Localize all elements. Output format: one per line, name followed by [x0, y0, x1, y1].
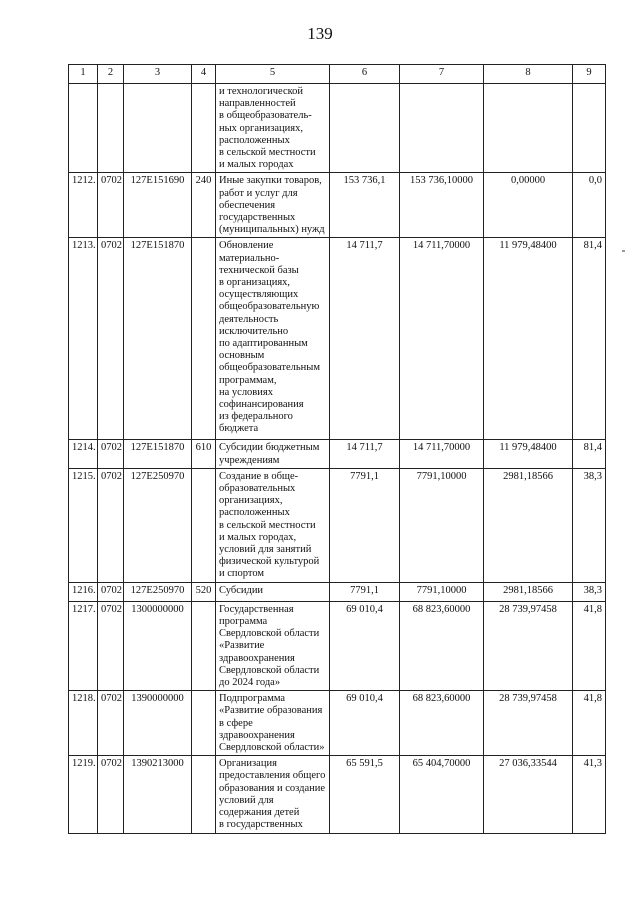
executed-amount-cell	[484, 84, 573, 173]
approved-amount-cell: 69 010,4	[330, 691, 400, 756]
target-article-cell: 127E151690	[124, 173, 192, 238]
section-code-cell: 0702	[98, 173, 124, 238]
header-cell: 1	[69, 65, 98, 84]
row-number-cell	[69, 84, 98, 173]
amended-amount-cell: 7791,10000	[400, 582, 484, 601]
approved-amount-cell: 69 010,4	[330, 601, 400, 690]
execution-percent-cell: 38,3	[573, 468, 606, 582]
approved-amount-cell: 7791,1	[330, 468, 400, 582]
expense-type-cell	[192, 238, 216, 440]
table-row	[69, 238, 606, 440]
page-number: 139	[307, 24, 333, 43]
item-name-cell: Подпрограмма «Развитие образования в сфере здравоохранения Свердловской области»	[216, 691, 330, 756]
scan-speck	[622, 250, 625, 252]
target-article-cell: 1390213000	[124, 756, 192, 833]
item-name-cell: Субсидии	[216, 582, 330, 601]
item-name-cell: Иные закупки товаров, работ и услуг для обеспечения государственных (муниципальных) нужд	[216, 173, 330, 238]
header-cell: 4	[192, 65, 216, 84]
table-row	[69, 173, 606, 238]
approved-amount-cell: 153 736,1	[330, 173, 400, 238]
section-code-cell	[98, 84, 124, 173]
row-number-cell: 1216.	[69, 582, 98, 601]
executed-amount-cell: 28 739,97458	[484, 691, 573, 756]
section-code-cell: 0702	[98, 756, 124, 833]
budget-table	[68, 64, 606, 834]
amended-amount-cell: 14 711,70000	[400, 440, 484, 468]
execution-percent-cell: 41,8	[573, 601, 606, 690]
header-cell: 2	[98, 65, 124, 84]
execution-percent-cell	[573, 84, 606, 173]
execution-percent-cell: 0,0	[573, 173, 606, 238]
header-cell: 9	[573, 65, 606, 84]
row-number-cell: 1217.	[69, 601, 98, 690]
expense-type-cell	[192, 468, 216, 582]
execution-percent-cell: 38,3	[573, 582, 606, 601]
expense-type-cell	[192, 691, 216, 756]
table-row	[69, 691, 606, 756]
header-cell: 5	[216, 65, 330, 84]
execution-percent-cell: 81,4	[573, 238, 606, 440]
row-number-cell: 1219.	[69, 756, 98, 833]
section-code-cell: 0702	[98, 238, 124, 440]
table-row	[69, 440, 606, 468]
header-cell: 3	[124, 65, 192, 84]
amended-amount-cell	[400, 84, 484, 173]
header-cell: 7	[400, 65, 484, 84]
expense-type-cell: 520	[192, 582, 216, 601]
header-cell: 8	[484, 65, 573, 84]
section-code-cell: 0702	[98, 468, 124, 582]
target-article-cell: 127E151870	[124, 238, 192, 440]
row-number-cell: 1218.	[69, 691, 98, 756]
item-name-cell: Обновление материально- технической базы в организациях, осуществляющих общеобразовательную деятельность исключительно по адаптированным основным общеобразовательным программам, на условиях софинансирования из федерального бюджета	[216, 238, 330, 440]
row-number-cell: 1215.	[69, 468, 98, 582]
execution-percent-cell: 81,4	[573, 440, 606, 468]
approved-amount-cell: 14 711,7	[330, 238, 400, 440]
item-name-cell: Организация предоставления общего образования и создание условий для содержания детей в государственных	[216, 756, 330, 833]
table-row	[69, 582, 606, 601]
target-article-cell	[124, 84, 192, 173]
expense-type-cell: 610	[192, 440, 216, 468]
executed-amount-cell: 2981,18566	[484, 582, 573, 601]
target-article-cell: 1390000000	[124, 691, 192, 756]
section-code-cell: 0702	[98, 691, 124, 756]
amended-amount-cell: 68 823,60000	[400, 691, 484, 756]
approved-amount-cell: 65 591,5	[330, 756, 400, 833]
amended-amount-cell: 68 823,60000	[400, 601, 484, 690]
approved-amount-cell: 14 711,7	[330, 440, 400, 468]
approved-amount-cell: 7791,1	[330, 582, 400, 601]
table-row	[69, 468, 606, 582]
table-row	[69, 84, 606, 173]
amended-amount-cell: 14 711,70000	[400, 238, 484, 440]
expense-type-cell	[192, 756, 216, 833]
amended-amount-cell: 7791,10000	[400, 468, 484, 582]
table-row	[69, 756, 606, 833]
executed-amount-cell: 11 979,48400	[484, 440, 573, 468]
target-article-cell: 127E151870	[124, 440, 192, 468]
execution-percent-cell: 41,8	[573, 691, 606, 756]
table-row	[69, 601, 606, 690]
executed-amount-cell: 28 739,97458	[484, 601, 573, 690]
row-number-cell: 1213.	[69, 238, 98, 440]
header-row	[69, 65, 606, 84]
amended-amount-cell: 153 736,10000	[400, 173, 484, 238]
executed-amount-cell: 0,00000	[484, 173, 573, 238]
target-article-cell: 127E250970	[124, 582, 192, 601]
amended-amount-cell: 65 404,70000	[400, 756, 484, 833]
executed-amount-cell: 2981,18566	[484, 468, 573, 582]
execution-percent-cell: 41,3	[573, 756, 606, 833]
expense-type-cell	[192, 84, 216, 173]
item-name-cell: Субсидии бюджетным учреждениям	[216, 440, 330, 468]
target-article-cell: 1300000000	[124, 601, 192, 690]
row-number-cell: 1212.	[69, 173, 98, 238]
item-name-cell: и технологической направленностей в общеобразователь- ных организациях, расположенных в сельской местности и малых городах	[216, 84, 330, 173]
section-code-cell: 0702	[98, 601, 124, 690]
row-number-cell: 1214.	[69, 440, 98, 468]
section-code-cell: 0702	[98, 582, 124, 601]
expense-type-cell	[192, 601, 216, 690]
approved-amount-cell	[330, 84, 400, 173]
expense-type-cell: 240	[192, 173, 216, 238]
target-article-cell: 127E250970	[124, 468, 192, 582]
header-cell: 6	[330, 65, 400, 84]
executed-amount-cell: 27 036,33544	[484, 756, 573, 833]
section-code-cell: 0702	[98, 440, 124, 468]
item-name-cell: Государственная программа Свердловской области «Развитие здравоохранения Свердловской области до 2024 года»	[216, 601, 330, 690]
item-name-cell: Создание в обще- образовательных организациях, расположенных в сельской местности и малых городах, условий для занятий физической культурой и спортом	[216, 468, 330, 582]
executed-amount-cell: 11 979,48400	[484, 238, 573, 440]
